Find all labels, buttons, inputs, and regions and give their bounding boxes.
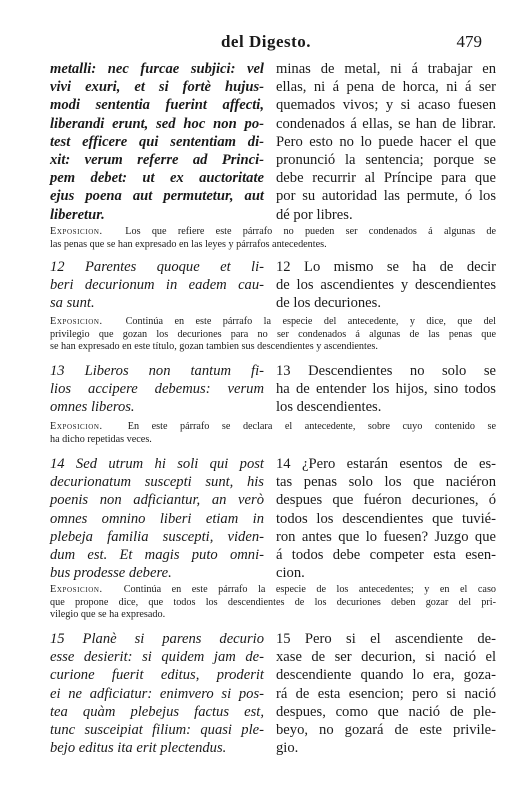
latin-line: liberandi erunt, sed hoc non po- — [50, 115, 264, 132]
exposicion-label: Exposicion. — [50, 226, 103, 237]
exposicion-4 — [50, 584, 496, 622]
exposicion-text: que propone dice, que todos los descendientes de los decuriones deben gozar del pri- — [50, 596, 496, 608]
spanish-line: 12 Lo mismo se ha de decir — [276, 259, 496, 275]
spanish-line: beyo, no gozará de este privile- — [276, 722, 496, 739]
exposicion-3 — [50, 421, 496, 446]
spanish-line: despues que fuéron decuriones, ó — [276, 492, 496, 509]
spanish-line: xase de ser decurion, si nació el — [276, 649, 496, 666]
latin-line: vivi exuri, et si fortè hujus- — [50, 79, 264, 96]
exposicion-text: las penas que se han expresado en las leyes y párrafos antecedentes. — [50, 238, 327, 250]
exposicion-text: se han expresado en este título, gozan tambien sus descendientes y ascendientes. — [50, 341, 378, 353]
latin-line: 13 Liberos non tantum fi- — [50, 363, 264, 379]
spanish-line: ellas, ni á pena de horca, ni á ser — [276, 79, 496, 96]
spanish-line: tas penas solo los que naciéron — [276, 474, 496, 491]
latin-line: 15 Planè si parens decurio — [50, 631, 264, 647]
latin-line: bus prodesse debere. — [50, 565, 172, 582]
running-header — [0, 32, 532, 56]
spanish-line: cion. — [276, 565, 305, 582]
latin-line: 12 Parentes quoque et li- — [50, 259, 264, 275]
latin-line: plebeja familia suscepti, viden- — [50, 528, 264, 545]
exposicion-2 — [50, 316, 496, 354]
spanish-line: á todos debe competer esta esen- — [276, 547, 496, 564]
exposicion-text: vilegio que se ha expresado. — [50, 609, 166, 621]
page-title: del Digesto. — [220, 32, 312, 51]
exposicion-1 — [50, 226, 496, 251]
spanish-column — [276, 258, 496, 313]
latin-line: curione fuerit editus, proderit — [50, 667, 264, 684]
spanish-column — [276, 455, 496, 582]
spanish-line: condenados á ellas, se han de librar. — [276, 115, 496, 132]
exposicion-label: Exposicion. — [50, 316, 103, 327]
spanish-column — [276, 630, 496, 757]
latin-column — [50, 258, 264, 313]
spanish-line: Pero esto no lo puede hacer el que — [276, 133, 496, 150]
spanish-line: de los ascendientes y descendientes — [276, 277, 496, 294]
latin-line: xit: verum referre ad Princi- — [50, 152, 264, 169]
latin-line: lios accipere debemus: verum — [50, 381, 264, 398]
spanish-line: 13 Descendientes no solo se — [276, 363, 496, 379]
exposicion-label: Exposicion. — [50, 421, 103, 432]
latin-column — [50, 630, 264, 757]
latin-line: test efficere qui sententiam di- — [50, 133, 264, 150]
spanish-line: despues, como que nació de ple- — [276, 703, 496, 720]
spanish-column — [276, 60, 496, 224]
latin-line: liberetur. — [50, 206, 105, 223]
exposicion-text: ha dicho repetidas veces. — [50, 433, 152, 445]
spanish-line: minas de metal, ni á trabajar en — [276, 61, 496, 77]
spanish-line: dé por libres. — [276, 206, 353, 223]
spanish-line: quemados vivos; y si acaso fuesen — [276, 97, 496, 114]
exposicion-text: privilegio que gozan los decuriones para no ser condenados á algunas de las penas que — [50, 328, 496, 340]
latin-column — [50, 362, 264, 417]
latin-line: sa sunt. — [50, 295, 95, 312]
exposicion-text: En este párrafo se declara el antecedente, sobre cuyo contenido se — [127, 421, 497, 432]
latin-line: esse desierit: si quidem jam de- — [50, 649, 264, 666]
spanish-line: 14 ¿Pero estarán esentos de es- — [276, 456, 496, 472]
latin-column — [50, 455, 264, 582]
latin-line: pem debet: ut ex auctoritate — [50, 170, 264, 187]
spanish-line: de los decuriones. — [276, 295, 381, 312]
spanish-line: ha de entender los hijos, sino todos — [276, 381, 496, 398]
latin-line: modi sententia fuerint affecti, — [50, 97, 264, 114]
spanish-line: ron antes que lo fuesen? Juzgo que — [276, 528, 496, 545]
exposicion-label: Exposicion. — [50, 584, 103, 595]
spanish-line: gio. — [276, 740, 299, 757]
exposicion-text: Continúa en este párrafo la especie del antecedente, y dice, que del — [125, 316, 497, 327]
latin-line: ejus poena aut permutetur, aut — [50, 188, 264, 205]
latin-line: bejo editus ita erit plectendus. — [50, 740, 227, 757]
latin-line: 14 Sed utrum hi soli qui post — [50, 456, 264, 472]
latin-line: ei ne adficiatur: enimvero si pos- — [50, 685, 264, 702]
latin-column — [50, 60, 264, 224]
latin-line: tea quàm plebejus factus est, — [50, 703, 264, 720]
spanish-line: por su autoridad las permute, ó los — [276, 188, 496, 205]
spanish-line: todos los descendientes que tuvié- — [276, 510, 496, 527]
spanish-line: rá de esta esencion; pero si nació — [276, 685, 496, 702]
latin-line: poenis non adficiantur, an verò — [50, 492, 264, 509]
latin-line: beri decurionum in eadem cau- — [50, 277, 264, 294]
latin-line: metalli: nec furcae subjici: vel — [50, 61, 264, 77]
spanish-line: los descendientes. — [276, 399, 382, 416]
spanish-line: 15 Pero si el ascendiente de- — [276, 631, 496, 647]
spanish-line: descendiente quando lo era, goza- — [276, 667, 496, 684]
exposicion-text: Continúa en este párrafo la especie de los antecedentes; y en el caso — [123, 584, 497, 595]
latin-line: tunc susceipiat filium: quasi ple- — [50, 722, 264, 739]
spanish-line: pronunció la sentencia; porque se — [276, 152, 496, 169]
latin-line: omnes omnino liberi etiam in — [50, 510, 264, 527]
latin-line: decurionatum suscepti sunt, his — [50, 474, 264, 491]
spanish-column — [276, 362, 496, 417]
latin-line: omnes liberos. — [50, 399, 135, 416]
exposicion-text: Los que refiere este párrafo no pueden ser condenados á algunas de — [125, 226, 496, 237]
page-number: 479 — [456, 32, 482, 51]
spanish-line: debe recurrir al Príncipe para que — [276, 170, 496, 187]
latin-line: dum est. Et magis puto omni- — [50, 547, 264, 564]
